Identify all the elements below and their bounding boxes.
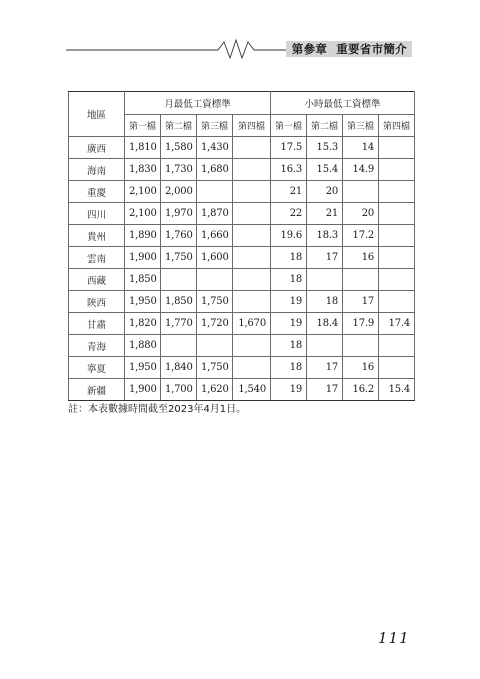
hourly-value-cell [379, 225, 415, 247]
chapter-number: 第參章 [291, 42, 328, 56]
monthly-value-cell [197, 335, 233, 357]
hourly-value-cell: 16.2 [343, 379, 379, 401]
hourly-grade-1-header: 第一檔 [271, 115, 307, 137]
monthly-value-cell: 2,100 [125, 203, 161, 225]
monthly-value-cell: 1,810 [125, 137, 161, 159]
hourly-value-cell [379, 291, 415, 313]
hourly-value-cell: 17 [343, 291, 379, 313]
hourly-value-cell: 21 [271, 181, 307, 203]
table-row [69, 291, 415, 313]
monthly-value-cell: 1,890 [125, 225, 161, 247]
hourly-value-cell [379, 181, 415, 203]
hourly-value-cell: 16 [343, 247, 379, 269]
monthly-grade-4-header: 第四檔 [233, 115, 271, 137]
region-cell: 貴州 [69, 225, 125, 247]
hourly-grade-2-header: 第二檔 [307, 115, 343, 137]
hourly-value-cell: 16 [343, 357, 379, 379]
hourly-value-cell: 20 [307, 181, 343, 203]
hourly-value-cell: 19 [271, 313, 307, 335]
table-row [69, 203, 415, 225]
hourly-value-cell [379, 159, 415, 181]
monthly-value-cell: 1,970 [161, 203, 197, 225]
hourly-value-cell: 17 [307, 357, 343, 379]
monthly-value-cell: 1,700 [161, 379, 197, 401]
hourly-value-cell: 15.4 [307, 159, 343, 181]
monthly-value-cell [233, 137, 271, 159]
hourly-value-cell: 17 [307, 379, 343, 401]
monthly-grade-2-header: 第二檔 [161, 115, 197, 137]
table-body [69, 137, 415, 401]
hourly-value-cell: 15.3 [307, 137, 343, 159]
monthly-value-cell [233, 269, 271, 291]
region-cell: 雲南 [69, 247, 125, 269]
monthly-grade-3-header: 第三檔 [197, 115, 233, 137]
monthly-value-cell [233, 357, 271, 379]
hourly-value-cell [379, 247, 415, 269]
hourly-value-cell: 18.3 [307, 225, 343, 247]
table-row [69, 379, 415, 401]
hourly-value-cell: 18 [307, 291, 343, 313]
hourly-value-cell: 18.4 [307, 313, 343, 335]
monthly-value-cell: 1,870 [197, 203, 233, 225]
table-row [69, 313, 415, 335]
hourly-grade-4-header: 第四檔 [379, 115, 415, 137]
table-row [69, 181, 415, 203]
monthly-value-cell: 1,820 [125, 313, 161, 335]
monthly-value-cell: 1,900 [125, 247, 161, 269]
hourly-grade-3-header: 第三檔 [343, 115, 379, 137]
chapter-title: 重要省市簡介 [336, 42, 407, 56]
monthly-value-cell [197, 181, 233, 203]
hourly-value-cell [379, 357, 415, 379]
hourly-value-cell [343, 335, 379, 357]
monthly-value-cell [161, 269, 197, 291]
monthly-value-cell: 1,950 [125, 291, 161, 313]
monthly-value-cell: 1,660 [197, 225, 233, 247]
monthly-value-cell [233, 181, 271, 203]
minimum-wage-table [68, 91, 415, 401]
region-cell: 甘肅 [69, 313, 125, 335]
hourly-value-cell: 17.4 [379, 313, 415, 335]
hourly-value-cell: 17.5 [271, 137, 307, 159]
table-row [69, 335, 415, 357]
hourly-value-cell: 20 [343, 203, 379, 225]
monthly-grade-1-header: 第一檔 [125, 115, 161, 137]
monthly-value-cell: 1,950 [125, 357, 161, 379]
hourly-value-cell: 15.4 [379, 379, 415, 401]
hourly-value-cell: 19 [271, 291, 307, 313]
monthly-value-cell [233, 225, 271, 247]
hourly-value-cell: 14 [343, 137, 379, 159]
monthly-value-cell: 1,730 [161, 159, 197, 181]
chapter-label [286, 41, 412, 57]
monthly-value-cell: 1,620 [197, 379, 233, 401]
hourly-value-cell: 17.2 [343, 225, 379, 247]
monthly-value-cell: 1,760 [161, 225, 197, 247]
monthly-value-cell: 1,580 [161, 137, 197, 159]
monthly-value-cell: 1,540 [233, 379, 271, 401]
monthly-value-cell: 1,750 [197, 291, 233, 313]
region-cell: 西藏 [69, 269, 125, 291]
region-cell: 廣西 [69, 137, 125, 159]
page-number: 111 [378, 629, 410, 647]
region-header: 地區 [69, 92, 125, 137]
region-cell: 重慶 [69, 181, 125, 203]
hourly-value-cell: 22 [271, 203, 307, 225]
hourly-value-cell: 18 [271, 269, 307, 291]
hourly-wage-header: 小時最低工資標準 [271, 92, 415, 115]
monthly-value-cell: 1,430 [197, 137, 233, 159]
region-cell: 陝西 [69, 291, 125, 313]
monthly-value-cell: 1,670 [233, 313, 271, 335]
monthly-value-cell [233, 247, 271, 269]
monthly-value-cell [197, 269, 233, 291]
monthly-value-cell: 1,850 [161, 291, 197, 313]
hourly-value-cell: 18 [271, 247, 307, 269]
hourly-value-cell: 14.9 [343, 159, 379, 181]
table-footnote: 註：本表數據時間截至2023年4月1日。 [68, 404, 247, 415]
monthly-value-cell [233, 203, 271, 225]
hourly-value-cell: 17 [307, 247, 343, 269]
monthly-value-cell [233, 159, 271, 181]
monthly-value-cell [233, 335, 271, 357]
table-row [69, 225, 415, 247]
hourly-value-cell [379, 335, 415, 357]
hourly-value-cell [343, 181, 379, 203]
table-row [69, 247, 415, 269]
table-row [69, 159, 415, 181]
monthly-value-cell: 1,840 [161, 357, 197, 379]
region-cell: 四川 [69, 203, 125, 225]
monthly-value-cell: 1,600 [197, 247, 233, 269]
hourly-value-cell [379, 137, 415, 159]
hourly-value-cell [379, 269, 415, 291]
monthly-value-cell: 2,100 [125, 181, 161, 203]
running-header [66, 36, 412, 62]
region-cell: 青海 [69, 335, 125, 357]
region-cell: 新疆 [69, 379, 125, 401]
table-row [69, 269, 415, 291]
monthly-value-cell: 1,880 [125, 335, 161, 357]
table-row [69, 357, 415, 379]
hourly-value-cell [343, 269, 379, 291]
region-cell: 海南 [69, 159, 125, 181]
region-cell: 寧夏 [69, 357, 125, 379]
hourly-value-cell: 19 [271, 379, 307, 401]
hourly-value-cell: 19.6 [271, 225, 307, 247]
monthly-value-cell: 1,750 [197, 357, 233, 379]
hourly-value-cell [307, 335, 343, 357]
monthly-value-cell [233, 291, 271, 313]
table-row [69, 137, 415, 159]
monthly-value-cell: 1,830 [125, 159, 161, 181]
hourly-value-cell: 18 [271, 357, 307, 379]
hourly-value-cell: 18 [271, 335, 307, 357]
monthly-value-cell: 1,720 [197, 313, 233, 335]
monthly-value-cell: 1,850 [125, 269, 161, 291]
monthly-value-cell: 1,750 [161, 247, 197, 269]
monthly-value-cell: 2,000 [161, 181, 197, 203]
hourly-value-cell: 21 [307, 203, 343, 225]
monthly-value-cell: 1,770 [161, 313, 197, 335]
hourly-value-cell [379, 203, 415, 225]
monthly-value-cell: 1,680 [197, 159, 233, 181]
hourly-value-cell [307, 269, 343, 291]
monthly-wage-header: 月最低工資標準 [125, 92, 271, 115]
monthly-value-cell [161, 335, 197, 357]
hourly-value-cell: 17.9 [343, 313, 379, 335]
monthly-value-cell: 1,900 [125, 379, 161, 401]
hourly-value-cell: 16.3 [271, 159, 307, 181]
